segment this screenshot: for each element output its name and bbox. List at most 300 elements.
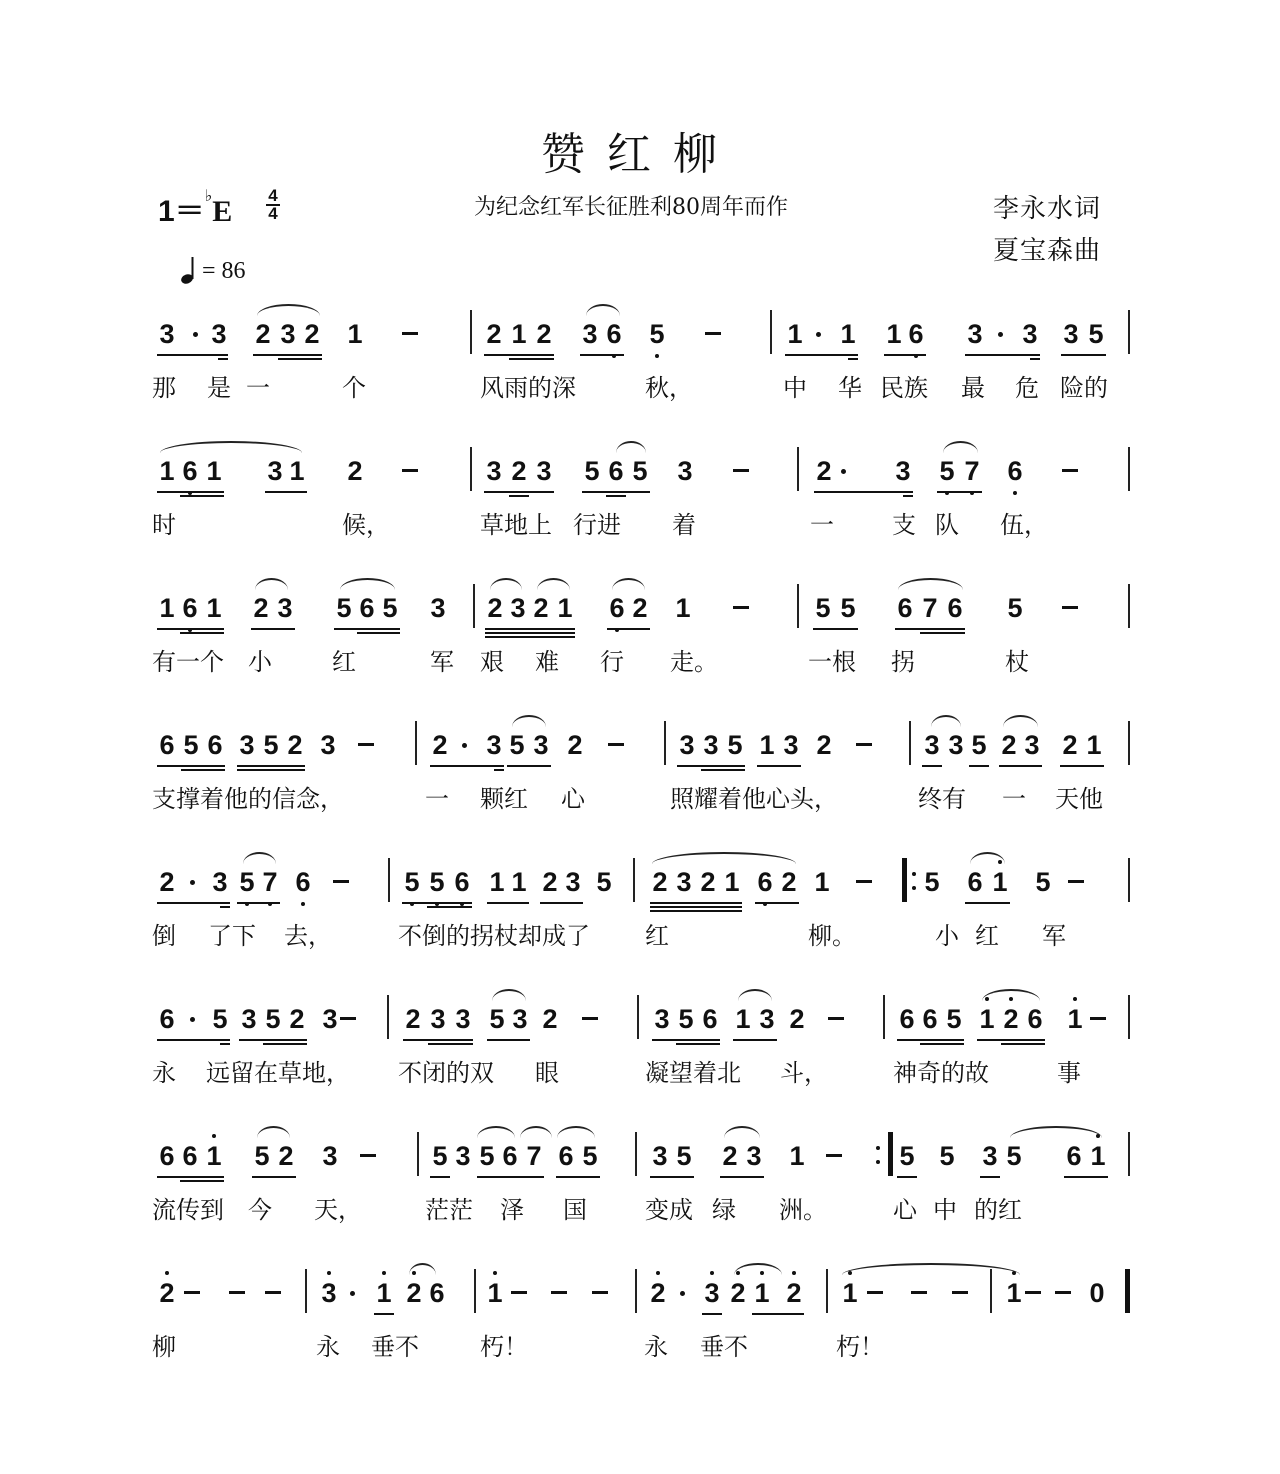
lyric: 变成	[645, 1196, 693, 1224]
lyric: 流传到	[152, 1196, 224, 1224]
note: 5	[1088, 319, 1104, 349]
lyric: 军	[1042, 922, 1066, 950]
note: 7	[526, 1141, 542, 1171]
barline	[664, 721, 666, 765]
sustain-dash	[360, 1154, 376, 1157]
note: 6	[702, 1004, 718, 1034]
sustain-dash	[1062, 606, 1078, 609]
lyric: 永	[152, 1059, 176, 1087]
note: 3	[783, 730, 799, 760]
slur	[477, 1126, 515, 1138]
augmentation-dot	[193, 332, 198, 337]
lyric: 草地上	[480, 511, 552, 539]
beam-underline	[720, 1176, 764, 1178]
note: 3	[924, 730, 940, 760]
beam-underline	[884, 354, 926, 356]
note: 2	[784, 1277, 804, 1309]
lyric: 拐	[891, 648, 915, 676]
beam-underline	[920, 1043, 964, 1045]
octave-dot-high	[327, 1271, 331, 1275]
lyric: 倒	[152, 922, 176, 950]
beam-underline	[785, 354, 858, 356]
note: 2	[255, 319, 271, 349]
note: 5	[263, 730, 279, 760]
note: 1	[840, 319, 856, 349]
note: 1	[557, 593, 573, 623]
lyric: 中	[783, 374, 807, 402]
lyric: 朽！	[836, 1333, 884, 1361]
note: 3	[703, 730, 719, 760]
note: 5	[582, 1141, 598, 1171]
barline	[470, 310, 472, 354]
score-line	[0, 455, 1280, 565]
note: 2	[278, 1141, 294, 1171]
beam-underline	[484, 354, 554, 356]
note: 2	[486, 319, 502, 349]
beam-underline	[650, 1176, 694, 1178]
beam-underline	[265, 491, 307, 493]
note: 2	[432, 730, 448, 760]
note: 3	[510, 593, 526, 623]
beam-underline	[157, 354, 228, 356]
barline	[473, 584, 475, 628]
slur	[257, 304, 320, 316]
sustain-dash	[828, 1017, 844, 1020]
beam-underline	[980, 1176, 1000, 1178]
lyric: 险的	[1060, 374, 1108, 402]
beam-underline	[430, 765, 504, 767]
note: 3	[1024, 730, 1040, 760]
note: 3	[533, 730, 549, 760]
augmentation-dot	[680, 1291, 685, 1296]
note: 6	[608, 456, 624, 486]
note: 6	[429, 1278, 445, 1308]
beam-underline	[220, 906, 230, 908]
sustain-dash	[856, 743, 872, 746]
note: 1	[840, 1277, 860, 1309]
sustain-dash	[911, 1291, 927, 1294]
sustain-dash	[856, 880, 872, 883]
score-line	[0, 729, 1280, 839]
note: 3	[322, 1004, 338, 1034]
note: 2	[289, 1004, 305, 1034]
beam-underline	[374, 1313, 394, 1315]
beam-underline	[903, 495, 913, 497]
lyric: 朽！	[480, 1333, 528, 1361]
note: 2	[157, 1277, 177, 1309]
lyric: 最	[961, 374, 985, 402]
beam-underline	[1061, 354, 1106, 356]
octave-dot-low	[655, 354, 659, 358]
note: 6	[558, 1141, 574, 1171]
note: 5	[237, 866, 257, 898]
sustain-dash	[582, 1017, 598, 1020]
note: 1	[347, 319, 363, 349]
beam-underline	[357, 632, 400, 634]
note: 2	[253, 593, 269, 623]
note: 6	[182, 1141, 198, 1171]
note: 3	[267, 456, 283, 486]
beam-underline	[509, 495, 529, 497]
lyric: 神奇的故	[893, 1059, 989, 1087]
lyric: 一根	[808, 648, 856, 676]
note: 1	[724, 867, 740, 897]
lyric: 一	[246, 374, 270, 402]
beam-underline	[181, 769, 225, 771]
beam-underline	[650, 910, 742, 912]
lyric: 柳	[152, 1333, 176, 1361]
sustain-dash	[511, 1291, 527, 1294]
barline	[387, 995, 389, 1039]
slur	[243, 852, 276, 864]
score-line	[0, 866, 1280, 976]
note: 3	[982, 1141, 998, 1171]
note: 3	[277, 593, 293, 623]
note: 2	[652, 867, 668, 897]
beam-underline	[733, 1039, 777, 1041]
note: 6	[293, 866, 313, 898]
note: 5	[479, 1141, 495, 1171]
note: 2	[789, 1004, 805, 1034]
note: 6	[755, 866, 775, 898]
note: 6	[502, 1141, 518, 1171]
beam-underline	[507, 765, 551, 767]
lyric: 伍，	[1000, 511, 1048, 539]
beam-underline	[677, 765, 745, 767]
barline	[1128, 858, 1130, 902]
beam-underline	[969, 765, 989, 767]
note: 2	[405, 1004, 421, 1034]
octave-dot-high	[165, 1271, 169, 1275]
note: 1	[759, 730, 775, 760]
note: 5	[254, 1141, 270, 1171]
note: 6	[207, 730, 223, 760]
note: 5	[840, 593, 856, 623]
note: 2	[567, 730, 583, 760]
note: 6	[180, 592, 200, 624]
note: 6	[899, 1004, 915, 1034]
lyric: 今	[248, 1196, 272, 1224]
lyric: 心	[561, 785, 585, 813]
beam-underline	[427, 906, 472, 908]
note: 3	[895, 456, 911, 486]
note: 2	[536, 319, 552, 349]
note: 5	[946, 1004, 962, 1034]
beam-underline	[937, 491, 982, 493]
slur	[734, 1263, 782, 1275]
note: 2	[781, 867, 797, 897]
beam-underline	[428, 1043, 473, 1045]
note: 1	[675, 593, 691, 623]
beam-underline	[253, 354, 322, 356]
barline	[474, 1269, 476, 1313]
augmentation-dot	[462, 743, 467, 748]
beam-underline	[487, 1039, 530, 1041]
lyric: 那	[152, 374, 176, 402]
slur	[340, 578, 395, 590]
beam-underline	[1060, 765, 1104, 767]
barline	[1128, 447, 1130, 491]
key-prefix: 1＝	[158, 195, 205, 228]
sustain-dash	[265, 1291, 281, 1294]
lyric: 难	[535, 648, 559, 676]
note: 6	[947, 593, 963, 623]
beam-underline	[157, 765, 225, 767]
beam-underline	[922, 765, 942, 767]
note: 6	[967, 867, 983, 897]
beam-underline	[237, 765, 305, 767]
note: 1	[374, 1277, 394, 1309]
sustain-dash	[733, 469, 749, 472]
note: 2	[487, 593, 503, 623]
note: 5	[676, 1141, 692, 1171]
beam-underline	[334, 628, 400, 630]
lyric: 小	[248, 648, 272, 676]
lyric: 军	[430, 648, 454, 676]
lyric: 秋，	[645, 374, 693, 402]
note: 5	[427, 866, 447, 898]
slur	[257, 1126, 290, 1138]
note: 7	[922, 593, 938, 623]
barline	[417, 1132, 419, 1176]
score-line	[0, 1277, 1280, 1387]
note: 2	[533, 593, 549, 623]
note: 1	[735, 1004, 751, 1034]
note: 6	[159, 1141, 175, 1171]
note: 6	[159, 730, 175, 760]
note: 5	[402, 866, 422, 898]
note: 5	[584, 456, 600, 486]
note: 3	[967, 319, 983, 349]
beam-underline	[157, 902, 230, 904]
note: 3	[565, 867, 581, 897]
tempo-value: = 86	[202, 258, 246, 284]
beam-underline	[556, 1176, 600, 1178]
sustain-dash	[1055, 1291, 1071, 1294]
note: 2	[287, 730, 303, 760]
note: 1	[511, 867, 527, 897]
note: 1	[1086, 730, 1102, 760]
composer: 夏宝森曲	[993, 236, 1102, 266]
lyric: 杖	[1005, 648, 1029, 676]
note: 7	[260, 866, 280, 898]
barline	[388, 858, 390, 902]
note: 2	[159, 867, 175, 897]
key-signature	[158, 186, 232, 230]
slur	[943, 441, 978, 453]
sustain-dash	[867, 1291, 883, 1294]
note: 2	[728, 1277, 748, 1309]
barline	[1128, 721, 1130, 765]
slur	[537, 578, 570, 590]
lyric: 候，	[342, 511, 390, 539]
beam-underline	[965, 902, 1010, 904]
barline	[1128, 310, 1130, 354]
slur	[512, 715, 546, 727]
barline	[305, 1269, 307, 1313]
lyric: 一	[810, 511, 834, 539]
beam-underline	[157, 1176, 224, 1178]
repeat-dot	[912, 886, 916, 890]
lyric: 红	[332, 648, 356, 676]
note: 2	[1001, 730, 1017, 760]
note: 3	[319, 1277, 339, 1309]
lyric: 去，	[284, 922, 332, 950]
lyric: 永	[644, 1333, 668, 1361]
sustain-dash	[402, 469, 418, 472]
barline	[797, 584, 799, 628]
slur	[842, 1263, 1020, 1275]
note: 1	[977, 1003, 997, 1035]
octave-dot-high	[1073, 997, 1077, 1001]
sustain-dash	[229, 1291, 245, 1294]
note: 6	[1066, 1141, 1082, 1171]
octave-dot-low	[1013, 491, 1017, 495]
lyric: 不倒的拐杖却成了	[398, 922, 590, 950]
beam-underline	[263, 1043, 307, 1045]
note: 2	[347, 456, 363, 486]
slur	[520, 1126, 552, 1138]
lyric: 凝望着北	[645, 1059, 741, 1087]
beam-underline	[239, 1039, 307, 1041]
note: 2	[632, 593, 648, 623]
beam-underline	[580, 354, 624, 356]
note: 2	[1062, 730, 1078, 760]
tempo-marking	[180, 256, 246, 285]
barline	[797, 447, 799, 491]
note: 1	[814, 867, 830, 897]
note: 1	[159, 593, 175, 623]
beam-underline	[582, 491, 650, 493]
note: 5	[939, 1141, 955, 1171]
note: 6	[897, 593, 913, 623]
octave-dot-high	[212, 1134, 216, 1138]
note: 3	[512, 1004, 528, 1034]
augmentation-dot	[350, 1291, 355, 1296]
time-signature	[266, 188, 280, 221]
beam-underline	[252, 1176, 296, 1178]
note: 2	[542, 867, 558, 897]
note: 1	[990, 866, 1010, 898]
beam-underline	[701, 769, 745, 771]
lyric: 了下	[208, 922, 256, 950]
barline	[909, 721, 911, 765]
beam-underline	[237, 902, 280, 904]
slur	[1003, 715, 1038, 727]
beam-underline	[1030, 358, 1040, 360]
barline	[1128, 1132, 1130, 1176]
slur	[982, 989, 1040, 1001]
lyric: 队	[935, 511, 959, 539]
note: 5	[899, 1141, 915, 1171]
lyric: 小	[935, 922, 959, 950]
lyric: 颗红	[480, 785, 528, 813]
lyric: 柳。	[808, 922, 856, 950]
lyric: 斗，	[780, 1059, 828, 1087]
lyric: 危	[1015, 374, 1039, 402]
note: 5	[632, 456, 648, 486]
sustain-dash	[551, 1291, 567, 1294]
note: 1	[204, 1140, 224, 1172]
sustain-dash	[1068, 880, 1084, 883]
note: 3	[212, 867, 228, 897]
octave-dot-high	[656, 1271, 660, 1275]
beam-underline	[606, 495, 626, 497]
augmentation-dot	[841, 469, 846, 474]
lyric: 眼	[535, 1059, 559, 1087]
note: 3	[320, 730, 336, 760]
beam-underline	[757, 765, 801, 767]
slur	[160, 441, 302, 453]
barline	[883, 995, 885, 1039]
lyric: 艰	[480, 648, 504, 676]
sustain-dash	[705, 332, 721, 335]
note: 3	[159, 319, 175, 349]
beam-underline	[402, 902, 472, 904]
repeat-barline	[888, 1132, 893, 1176]
beam-underline	[494, 769, 504, 771]
note: 6	[159, 1004, 175, 1034]
beam-underline	[652, 1039, 720, 1041]
lyric: 支撑着他的信念，	[152, 785, 344, 813]
lyric: 走。	[670, 648, 718, 676]
note: 1	[159, 456, 175, 486]
slur	[1010, 1126, 1102, 1138]
quarter-note-icon	[180, 256, 196, 284]
note: 6	[452, 866, 472, 898]
beam-underline	[485, 628, 575, 630]
slur	[557, 1126, 595, 1138]
note: 3	[486, 456, 502, 486]
beam-underline	[180, 1180, 224, 1182]
beam-underline	[487, 902, 529, 904]
lyric: 支	[892, 511, 916, 539]
note: 3	[677, 456, 693, 486]
lyric: 中	[933, 1196, 957, 1224]
beam-underline	[650, 902, 742, 904]
repeat-dot	[876, 1146, 880, 1150]
beam-underline	[485, 636, 575, 638]
note: 2	[816, 730, 832, 760]
beam-underline	[220, 1043, 230, 1045]
time-bottom: 4	[268, 204, 278, 223]
beam-underline	[999, 765, 1042, 767]
note: 3	[652, 1141, 668, 1171]
lyricist: 李永水词	[993, 194, 1102, 224]
sustain-dash	[592, 1291, 608, 1294]
slur	[409, 1263, 436, 1275]
note: 1	[886, 319, 902, 349]
note: 6	[359, 593, 375, 623]
note: 3	[948, 730, 964, 760]
octave-dot-high	[792, 1271, 796, 1275]
beam-underline	[607, 628, 650, 630]
beam-underline	[485, 632, 575, 634]
sustain-dash	[1090, 1017, 1106, 1020]
lyric: 泽	[500, 1196, 524, 1224]
lyric: 红	[975, 922, 999, 950]
note: 3	[280, 319, 296, 349]
lyric: 洲。	[779, 1196, 827, 1224]
note: 2	[304, 319, 320, 349]
lyric: 时	[152, 511, 176, 539]
note: 3	[486, 730, 502, 760]
note: 5	[265, 1004, 281, 1034]
lyric: 着	[672, 511, 696, 539]
octave-dot-high	[382, 1271, 386, 1275]
beam-underline	[920, 632, 965, 634]
note: 5	[647, 318, 667, 350]
